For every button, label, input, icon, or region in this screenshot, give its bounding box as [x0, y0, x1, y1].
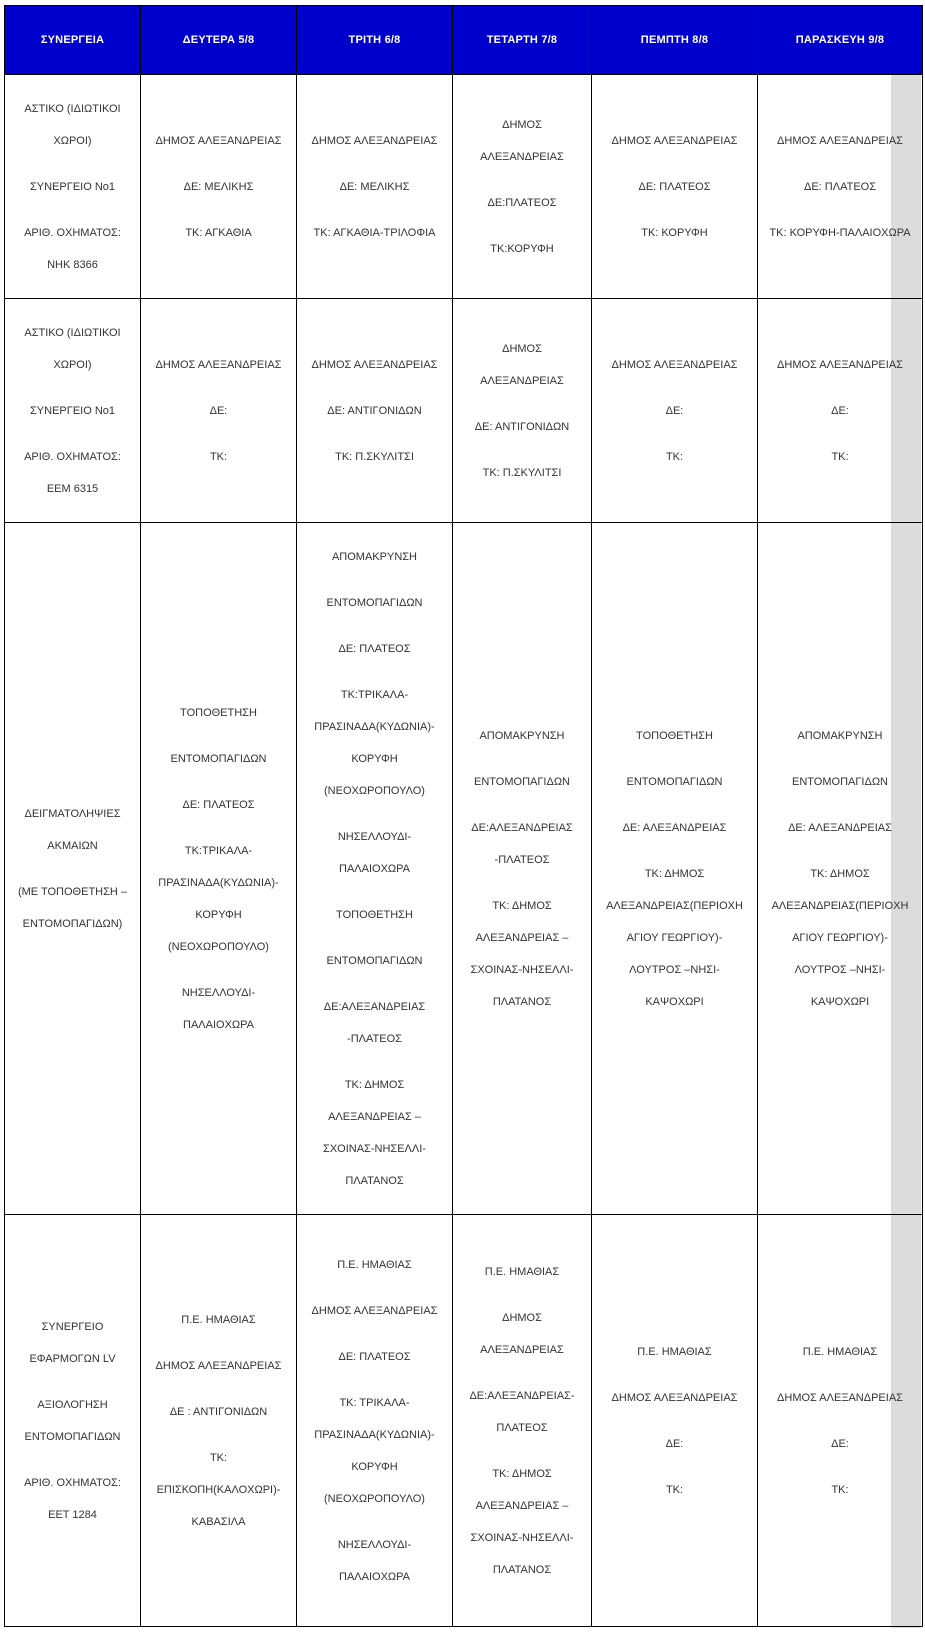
- table-cell: [592, 299, 758, 523]
- table-cell: [141, 299, 297, 523]
- cell-line: ΤΚ: ΑΓΚΑΘΙΑ-ΤΡΙΛΟΦΙΑ: [313, 226, 436, 239]
- column-header-friday: ΠΑΡΑΣΚΕΥΗ 9/8: [758, 6, 923, 75]
- cell-line: Π.Ε. ΗΜΑΘΙΑΣ: [337, 1258, 412, 1271]
- cell-line: ΔΕ: ΜΕΛΙΚΗΣ: [339, 180, 410, 193]
- column-header-wednesday: ΤΕΤΑΡΤΗ 7/8: [453, 6, 592, 75]
- cell-line: ΕΝΤΟΜΟΠΑΓΙΔΩΝ: [626, 775, 723, 788]
- cell-line: ΤΚ:ΚΟΡΥΦΗ: [490, 242, 554, 255]
- cell-line: ΔΗΜΟΣ ΑΛΕΞΑΝΔΡΕΙΑΣ: [480, 118, 564, 163]
- cell-line: ΔΗΜΟΣ ΑΛΕΞΑΝΔΡΕΙΑΣ: [480, 342, 564, 387]
- cell-line: ΤΚ:: [665, 450, 684, 463]
- cell-line: ΤΟΠΟΘΕΤΗΣΗ: [636, 729, 713, 742]
- cell-line: ΑΠΟΜΑΚΡΥΝΣΗ: [479, 729, 565, 742]
- table-cell: [297, 1215, 453, 1627]
- cell-line: ΔΕ:: [831, 404, 849, 417]
- cell-line: ΔΕ: ΠΛΑΤΕΟΣ: [803, 180, 877, 193]
- cell-line: ΔΕ : ΑΝΤΙΓΟΝΙΔΩΝ: [169, 1405, 268, 1418]
- cell-line: ΑΣΤΙΚΟ (ΙΔΙΩΤΙΚΟΙ ΧΩΡΟΙ): [24, 102, 121, 147]
- table-row: [5, 75, 923, 299]
- table-cell: [297, 299, 453, 523]
- table-cell: [141, 523, 297, 1215]
- cell-line: ΔΕ: ΜΕΛΙΚΗΣ: [183, 180, 254, 193]
- cell-line: ΔΕ: ΠΛΑΤΕΟΣ: [338, 1350, 411, 1363]
- cell-line: ΤΚ: ΔΗΜΟΣ ΑΛΕΞΑΝΔΡΕΙΑΣ(ΠΕΡΙΟΧΗ ΑΓΙΟΥ ΓΕΩΡΓΙΟΥ)-ΛΟΥΤΡΟΣ –ΝΗΣΙ-ΚΑΨΟΧΩΡΙ: [606, 867, 743, 1008]
- table-row: [5, 1215, 923, 1627]
- cell-line: ΔΕ:ΑΛΕΞΑΝΔΡΕΙΑΣ-ΠΛΑΤΕΟΣ: [469, 1389, 575, 1434]
- column-header-thursday: ΠΕΜΠΤΗ 8/8: [592, 6, 758, 75]
- column-header-monday: ΔΕΥΤΕΡΑ 5/8: [141, 6, 297, 75]
- cell-line: ΤΚ: ΔΗΜΟΣ ΑΛΕΞΑΝΔΡΕΙΑΣ –ΣΧΟΙΝΑΣ-ΝΗΣΕΛΛΙ-ΠΛΑΤΑΝΟΣ: [470, 1467, 574, 1576]
- cell-line: ΤΚ:: [209, 450, 228, 463]
- cell-line: ΔΕ: ΑΝΤΙΓΟΝΙΔΩΝ: [474, 420, 570, 433]
- table-cell: [758, 75, 923, 299]
- cell-line: ΤΚ: ΚΟΡΥΦΗ-ΠΑΛΑΙΟΧΩΡΑ: [769, 226, 911, 239]
- cell-line: ΤΚ:: [831, 450, 849, 463]
- cell-line: ΔΕ: ΑΛΕΞΑΝΔΡΕΙΑΣ: [788, 821, 892, 834]
- cell-line: ΤΚ: ΔΗΜΟΣ ΑΛΕΞΑΝΔΡΕΙΑΣ(ΠΕΡΙΟΧΗ ΑΓΙΟΥ ΓΕΩΡΓΙΟΥ)-ΛΟΥΤΡΟΣ –ΝΗΣΙ-ΚΑΨΟΧΩΡΙ: [771, 867, 909, 1008]
- cell-line: Π.Ε. ΗΜΑΘΙΑΣ: [637, 1345, 712, 1358]
- cell-line: ΑΠΟΜΑΚΡΥΝΣΗ: [797, 729, 883, 742]
- cell-line: ΤΚ: Π.ΣΚΥΛΙΤΣΙ: [335, 450, 414, 463]
- cell-line: ΤΚ:: [665, 1483, 684, 1496]
- cell-line: ΔΕ: ΠΛΑΤΕΟΣ: [182, 798, 255, 811]
- cell-line: Π.Ε. ΗΜΑΘΙΑΣ: [802, 1345, 878, 1358]
- cell-line: ΔΕ:: [665, 1437, 684, 1450]
- cell-line: ΣΥΝΕΡΓΕΙΟ Νο1: [30, 180, 115, 193]
- table-cell: [5, 523, 141, 1215]
- cell-line: ΔΕ:ΑΛΕΞΑΝΔΡΕΙΑΣ -ΠΛΑΤΕΟΣ: [471, 821, 573, 866]
- cell-line: ΑΡΙΘ. ΟΧΗΜΑΤΟΣ: ΕΕΤ 1284: [24, 1476, 121, 1521]
- cell-line: ΔΗΜΟΣ ΑΛΕΞΑΝΔΡΕΙΑΣ: [777, 134, 903, 147]
- cell-line: (ΜΕ ΤΟΠΟΘΕΤΗΣΗ –ΕΝΤΟΜΟΠΑΓΙΔΩΝ): [17, 885, 128, 930]
- cell-line: ΤΚ:: [831, 1483, 849, 1496]
- table-cell: [453, 299, 592, 523]
- cell-line: ΔΗΜΟΣ ΑΛΕΞΑΝΔΡΕΙΑΣ: [480, 1311, 564, 1356]
- cell-line: ΑΣΤΙΚΟ (ΙΔΙΩΤΙΚΟΙ ΧΩΡΟΙ): [24, 326, 121, 371]
- table-row: [5, 523, 923, 1215]
- cell-line: ΤΚ: ΔΗΜΟΣ ΑΛΕΞΑΝΔΡΕΙΑΣ –ΣΧΟΙΝΑΣ-ΝΗΣΕΛΛΙ-ΠΛΑΤΑΝΟΣ: [323, 1078, 426, 1187]
- table-cell: [592, 1215, 758, 1627]
- table-cell: [592, 523, 758, 1215]
- table-cell: [141, 1215, 297, 1627]
- cell-line: ΤΚ: Π.ΣΚΥΛΙΤΣΙ: [482, 466, 562, 479]
- cell-line: ΤΚ: ΚΟΡΥΦΗ: [641, 226, 708, 239]
- table-cell: [5, 299, 141, 523]
- table-header-row: [5, 6, 923, 75]
- schedule-table: [4, 5, 923, 1627]
- cell-line: ΔΗΜΟΣ ΑΛΕΞΑΝΔΡΕΙΑΣ: [611, 358, 738, 371]
- table-row: [5, 299, 923, 523]
- cell-line: ΕΝΤΟΜΟΠΑΓΙΔΩΝ: [170, 752, 267, 765]
- table-cell: [758, 299, 923, 523]
- cell-line: ΤΚ: ΔΗΜΟΣ ΑΛΕΞΑΝΔΡΕΙΑΣ –ΣΧΟΙΝΑΣ-ΝΗΣΕΛΛΙ-ΠΛΑΤΑΝΟΣ: [470, 899, 574, 1008]
- cell-line: ΔΕ: ΠΛΑΤΕΟΣ: [638, 180, 711, 193]
- cell-line: ΔΕ: ΑΛΕΞΑΝΔΡΕΙΑΣ: [622, 821, 727, 834]
- cell-line: ΔΗΜΟΣ ΑΛΕΞΑΝΔΡΕΙΑΣ: [611, 1391, 738, 1404]
- table-cell: [5, 1215, 141, 1627]
- cell-line: ΕΝΤΟΜΟΠΑΓΙΔΩΝ: [474, 775, 570, 788]
- cell-line: ΔΕ:: [665, 404, 684, 417]
- column-header-crews: ΣΥΝΕΡΓΕΙΑ: [5, 6, 141, 75]
- table-cell: [5, 75, 141, 299]
- cell-line: ΔΕΙΓΜΑΤΟΛΗΨΙΕΣ ΑΚΜΑΙΩΝ: [24, 807, 121, 852]
- cell-line: ΝΗΣΕΛΛΟΥΔΙ-ΠΑΛΑΙΟΧΩΡΑ: [337, 830, 412, 875]
- table-cell: [592, 75, 758, 299]
- cell-line: Π.Ε. ΗΜΑΘΙΑΣ: [181, 1313, 256, 1326]
- cell-line: ΔΗΜΟΣ ΑΛΕΞΑΝΔΡΕΙΑΣ: [777, 358, 903, 371]
- cell-line: ΑΡΙΘ. ΟΧΗΜΑΤΟΣ: ΕΕΜ 6315: [24, 450, 121, 495]
- cell-line: ΕΝΤΟΜΟΠΑΓΙΔΩΝ: [326, 596, 423, 609]
- cell-line: ΔΗΜΟΣ ΑΛΕΞΑΝΔΡΕΙΑΣ: [155, 134, 282, 147]
- cell-line: ΝΗΣΕΛΛΟΥΔΙ-ΠΑΛΑΙΟΧΩΡΑ: [337, 1538, 412, 1583]
- table-cell: [453, 1215, 592, 1627]
- cell-line: ΔΗΜΟΣ ΑΛΕΞΑΝΔΡΕΙΑΣ: [311, 358, 438, 371]
- cell-line: ΔΕ:ΑΛΕΞΑΝΔΡΕΙΑΣ -ΠΛΑΤΕΟΣ: [323, 1000, 426, 1045]
- cell-line: ΔΗΜΟΣ ΑΛΕΞΑΝΔΡΕΙΑΣ: [155, 358, 282, 371]
- table-cell: [297, 523, 453, 1215]
- cell-line: ΤΚ:ΤΡΙΚΑΛΑ-ΠΡΑΣΙΝΑΔΑ(ΚΥΔΩΝΙΑ)-ΚΟΡΥΦΗ (ΝΕΟΧΩΡΟΠΟΥΛΟ): [158, 844, 279, 953]
- cell-line: ΕΝΤΟΜΟΠΑΓΙΔΩΝ: [326, 954, 423, 967]
- column-header-tuesday: ΤΡΙΤΗ 6/8: [297, 6, 453, 75]
- cell-line: ΑΞΙΟΛΟΓΗΣΗ ΕΝΤΟΜΟΠΑΓΙΔΩΝ: [24, 1398, 121, 1443]
- cell-line: ΔΗΜΟΣ ΑΛΕΞΑΝΔΡΕΙΑΣ: [311, 1304, 438, 1317]
- cell-line: ΣΥΝΕΡΓΕΙΟ ΕΦΑΡΜΟΓΩΝ LV: [29, 1320, 116, 1365]
- cell-line: ΤΟΠΟΘΕΤΗΣΗ: [180, 706, 257, 719]
- table-cell: [758, 523, 923, 1215]
- cell-line: ΔΕ: ΑΝΤΙΓΟΝΙΔΩΝ: [327, 404, 422, 417]
- cell-line: ΤΚ: ΑΓΚΑΘΙΑ: [185, 226, 252, 239]
- cell-line: ΔΕ:ΠΛΑΤΕΟΣ: [487, 196, 557, 209]
- cell-line: ΔΗΜΟΣ ΑΛΕΞΑΝΔΡΕΙΑΣ: [155, 1359, 282, 1372]
- table-cell: [758, 1215, 923, 1627]
- cell-line: ΑΠΟΜΑΚΡΥΝΣΗ: [331, 550, 418, 563]
- cell-line: ΔΕ: ΠΛΑΤΕΟΣ: [338, 642, 411, 655]
- cell-line: ΤΚ:ΤΡΙΚΑΛΑ-ΠΡΑΣΙΝΑΔΑ(ΚΥΔΩΝΙΑ)-ΚΟΡΥΦΗ (ΝΕΟΧΩΡΟΠΟΥΛΟ): [314, 688, 435, 797]
- cell-line: ΔΕ:: [831, 1437, 849, 1450]
- cell-line: ΝΗΣΕΛΛΟΥΔΙ-ΠΑΛΑΙΟΧΩΡΑ: [181, 986, 256, 1031]
- cell-line: ΤΟΠΟΘΕΤΗΣΗ: [336, 908, 413, 921]
- cell-line: ΑΡΙΘ. ΟΧΗΜΑΤΟΣ: ΝΗΚ 8366: [24, 226, 121, 271]
- cell-line: ΔΗΜΟΣ ΑΛΕΞΑΝΔΡΕΙΑΣ: [611, 134, 738, 147]
- cell-line: Π.Ε. ΗΜΑΘΙΑΣ: [484, 1265, 560, 1278]
- cell-line: ΤΚ: ΤΡΙΚΑΛΑ-ΠΡΑΣΙΝΑΔΑ(ΚΥΔΩΝΙΑ)-ΚΟΡΥΦΗ (ΝΕΟΧΩΡΟΠΟΥΛΟ): [314, 1396, 435, 1505]
- table-cell: [297, 75, 453, 299]
- table-cell: [453, 523, 592, 1215]
- cell-line: ΔΗΜΟΣ ΑΛΕΞΑΝΔΡΕΙΑΣ: [311, 134, 438, 147]
- cell-line: ΤΚ: ΕΠΙΣΚΟΠΗ(ΚΑΛΟΧΩΡΙ)-ΚΑΒΑΣΙΛΑ: [156, 1451, 281, 1528]
- cell-line: ΔΗΜΟΣ ΑΛΕΞΑΝΔΡΕΙΑΣ: [777, 1391, 903, 1404]
- cell-line: ΔΕ:: [209, 404, 228, 417]
- cell-line: ΕΝΤΟΜΟΠΑΓΙΔΩΝ: [792, 775, 888, 788]
- table-cell: [453, 75, 592, 299]
- table-cell: [141, 75, 297, 299]
- cell-line: ΣΥΝΕΡΓΕΙΟ Νο1: [30, 404, 115, 417]
